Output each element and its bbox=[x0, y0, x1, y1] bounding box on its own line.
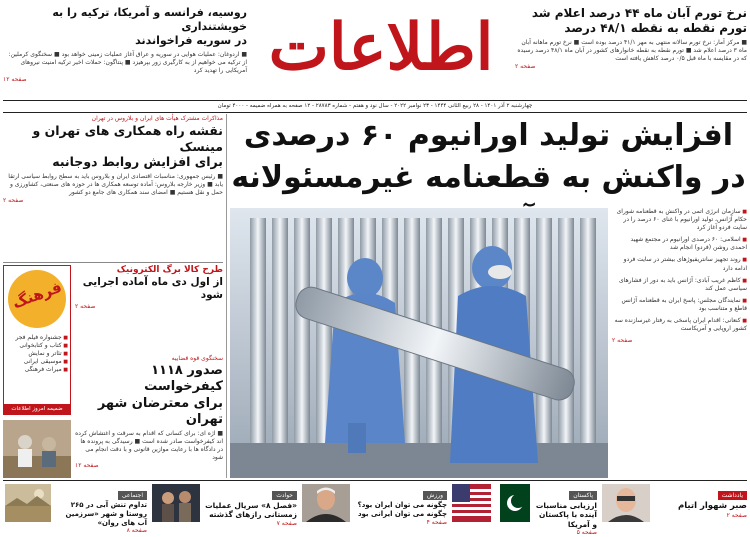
farhang-item: ■ موسیقی ایرانی bbox=[6, 358, 68, 366]
left-top-headline-2: در سوریه فراخواندند bbox=[135, 33, 247, 47]
lead-bullet: ■ نمایندگان مجلس: پاسخ ایران به قطعنامه آژانس قاطع و متناسب بود bbox=[612, 297, 747, 313]
left-rule-1 bbox=[3, 262, 223, 263]
bottom-box-3 bbox=[300, 482, 447, 524]
right-top-body: ■ مرکز آمار: نرخ تورم سالانه منتهی به مهر ۴۱/۱ درصد بوده است ■ نرخ تورم ماهانه آبان ماه ۳ درصد اعلام شد ■ تورم نقطه به نقطه خانوارهای کشور در آبان ماه ۴۸/۱ درصد رسیده که در مقایسه با ماه قبل ۰/۵ درصد کاهش یافته است bbox=[517, 39, 747, 63]
left-story-3-body: ■ اژه ای: برای کسانی که اقدام به سرقت و اغتشاش کرده اند کیفرخواست صادر شده است ■ رسیدگی به پرونده ها در دادگاه ها با رعایت موازین قانونی و با دقت انجام می شود bbox=[75, 430, 223, 462]
right-top-headline-1: نرخ تورم آبان ماه ۴۴ درصد اعلام شد bbox=[531, 6, 747, 20]
farhang-logo-text: فرهنگ bbox=[9, 277, 65, 313]
right-top-story bbox=[515, 6, 747, 98]
left-story-3 bbox=[75, 355, 223, 475]
workers-photo bbox=[3, 420, 71, 478]
bottom-strip-rule bbox=[3, 480, 747, 481]
left-story-2-kicker: طرح کالا برگ الکترونیک bbox=[116, 265, 223, 275]
left-story-3-headline-2: برای معترضان شهر تهران bbox=[97, 395, 223, 427]
lead-photo bbox=[230, 208, 608, 478]
masthead-title: اطلاعات bbox=[268, 10, 494, 85]
bottom-box-1 bbox=[600, 482, 747, 524]
bottom-box-3-portrait bbox=[302, 484, 350, 522]
lead-bullet: ■ کاظم غریب آبادی: آژانس باید به دور از فشارهای سیاسی عمل کند bbox=[612, 277, 747, 293]
lead-headline-2: در واکنش به قطعنامه غیرمسئولانه bbox=[231, 160, 746, 195]
left-story-2 bbox=[75, 265, 223, 335]
portrait-photo bbox=[602, 484, 650, 522]
bottom-box-4-page-ref: صفحه ۷ bbox=[276, 519, 297, 527]
dateline-rule-bottom bbox=[3, 112, 747, 113]
right-top-headline-2: تورم نقطه به نقطه ۴۸/۱ درصد bbox=[564, 21, 747, 35]
farhang-item: ■ جشنواره فیلم فجر bbox=[6, 334, 68, 342]
bottom-box-5-headline: تداوم تنش آبی در ۲۶۵ روستا و شهر «سرزمین آب های روان» bbox=[65, 501, 147, 527]
bottom-box-5-photo bbox=[5, 484, 51, 522]
farhang-item: ■ کتاب و کتابخوانی bbox=[6, 342, 68, 350]
left-top-page-ref: صفحه ۱۲ bbox=[3, 75, 27, 83]
bottom-box-5-label: اجتماعی bbox=[118, 491, 147, 500]
farhang-item: ■ تئاتر و نمایش bbox=[6, 350, 68, 358]
left-top-headline-1: روسیه، فرانسه و آمریکا، ترکیه را به خویشتنداری bbox=[52, 6, 247, 33]
bottom-box-4 bbox=[150, 482, 297, 527]
lead-bullets bbox=[612, 208, 747, 478]
bottom-box-2-label: پاکستان bbox=[569, 491, 597, 500]
lead-headline-1: افزایش تولید اورانیوم ۶۰ درصدی bbox=[243, 118, 734, 153]
bottom-box-1-portrait bbox=[602, 484, 650, 522]
dateline: چهارشنبه ۲ آذر ۱۴۰۱ - ۲۸ ربیع الثانی ۱۴۴۴ - ۲۳ نوامبر ۲۰۲۲ - سال نود و هفتم - شماره ۲۸۷۸۳ - ۱۲ صفحه به همراه ضمیمه - ۴۰۰۰ تومان bbox=[217, 103, 533, 109]
landscape-photo bbox=[5, 484, 51, 522]
left-story-3-page-ref: صفحه ۱۲ bbox=[75, 462, 99, 470]
farhang-item: ■ میراث فرهنگی bbox=[6, 366, 68, 374]
scene-photo bbox=[152, 484, 200, 522]
left-story-1 bbox=[3, 115, 223, 265]
left-story-3-kicker: سخنگوی قوه قضاییه bbox=[171, 355, 223, 362]
bottom-box-2 bbox=[450, 482, 597, 537]
left-top-body: ■ اردوغان: عملیات هوایی در سوریه و عراق آغاز عملیات زمینی خواهد بود ■ سخنگوی کرملین: از ترکیه می خواهیم از به کارگیری زور بپرهیزد ■ پنتاگون: حملات اخیر ترکیه امنیت نیروهای آمریکایی را تهدید کرد bbox=[8, 51, 247, 75]
farhang-list bbox=[6, 334, 68, 404]
farhang-footer: ضمیمه امروز اطلاعات bbox=[4, 404, 70, 414]
portrait-photo-2 bbox=[302, 484, 350, 522]
left-story-2-page-ref: صفحه ۲ bbox=[75, 302, 96, 310]
bottom-box-3-headline: چگونه می توان ایران بود؟ چگونه می توان ایرانی بود bbox=[357, 501, 447, 518]
left-story-3-headline-1: صدور ۱۱۱۸ کیفرخواست bbox=[144, 363, 223, 395]
bottom-box-2-flags bbox=[452, 484, 530, 522]
left-story-1-body: ■ رئیس جمهوری: مناسبات اقتصادی ایران و بلاروس باید به سطح روابط سیاسی ارتقا یابد ■ وزیر خارجه بلاروس: آماده توسعه همکاری ها در حوزه های صنعتی، کشاورزی و حمل و نقل هستیم ■ امضای سند همکاری های جامع دو کشور bbox=[8, 172, 223, 197]
bottom-box-1-label: یادداشت bbox=[718, 491, 747, 500]
bottom-box-3-page-ref: صفحه ۴ bbox=[426, 518, 447, 526]
photo-workers bbox=[3, 420, 71, 478]
bottom-box-4-label: حوادث bbox=[272, 491, 297, 500]
left-story-2-headline: از اول دی ماه آماده اجرایی شود bbox=[82, 276, 223, 302]
farhang-box bbox=[3, 265, 71, 415]
bottom-box-5-page-ref: صفحه ۸ bbox=[126, 527, 147, 535]
left-column-divider bbox=[226, 114, 227, 478]
bottom-box-5 bbox=[3, 482, 147, 535]
lead-bullet: ■ کنعانی: اقدام ایران پاسخی به رفتار غیرسازنده سه کشور اروپایی و آمریکاست bbox=[612, 317, 747, 333]
lead-bullet: ■ سازمان انرژی اتمی در واکنش به قطعنامه شورای حکام آژانس، تولید اورانیوم با غنای ۶۰ درصد را در سایت فردو آغاز کرد bbox=[612, 208, 747, 232]
lead-photo-illustration bbox=[230, 208, 608, 478]
left-story-1-headline-1: نقشه راه همکاری های تهران و مینسک bbox=[32, 123, 223, 154]
left-story-1-page-ref: صفحه ۲ bbox=[3, 197, 24, 205]
bottom-box-1-page-ref: صفحه ۲ bbox=[726, 511, 747, 519]
left-top-story bbox=[3, 6, 247, 98]
flags-photo bbox=[452, 484, 530, 522]
masthead-logo bbox=[250, 0, 512, 95]
bottom-box-4-photo bbox=[152, 484, 200, 522]
lead-page-ref: صفحه ۲ bbox=[612, 337, 633, 345]
lead-bullet: ■ روند تجهیز سانتریفیوژهای بیشتر در سایت فردو ادامه دارد bbox=[612, 256, 747, 272]
left-story-1-headline-2: برای افزایش روابط دوجانبه bbox=[52, 154, 223, 170]
left-story-1-kicker: مذاکرات مشترک هیأت های ایران و بلاروس در تهران bbox=[91, 115, 223, 122]
bottom-box-1-headline: صبر شهوار اتیام bbox=[678, 501, 747, 511]
lead-headline bbox=[230, 116, 747, 206]
bottom-box-2-page-ref: صفحه ۵ bbox=[576, 529, 597, 537]
bottom-box-2-headline: ارزیابی مناسبات آینده با پاکستان و آمریکا bbox=[535, 501, 597, 529]
bottom-box-3-label: ورزش bbox=[423, 491, 447, 500]
right-top-page-ref: صفحه ۲ bbox=[515, 63, 536, 71]
lead-bullet: ■ اسلامی: ۶۰ درصدی اورانیوم در مجتمع شهید احمدی روشن (فردو) انجام شد bbox=[612, 236, 747, 252]
bottom-box-4-headline: «فصل ۸» سریال عملیات زمستانی رازهای گذشته bbox=[205, 501, 297, 520]
